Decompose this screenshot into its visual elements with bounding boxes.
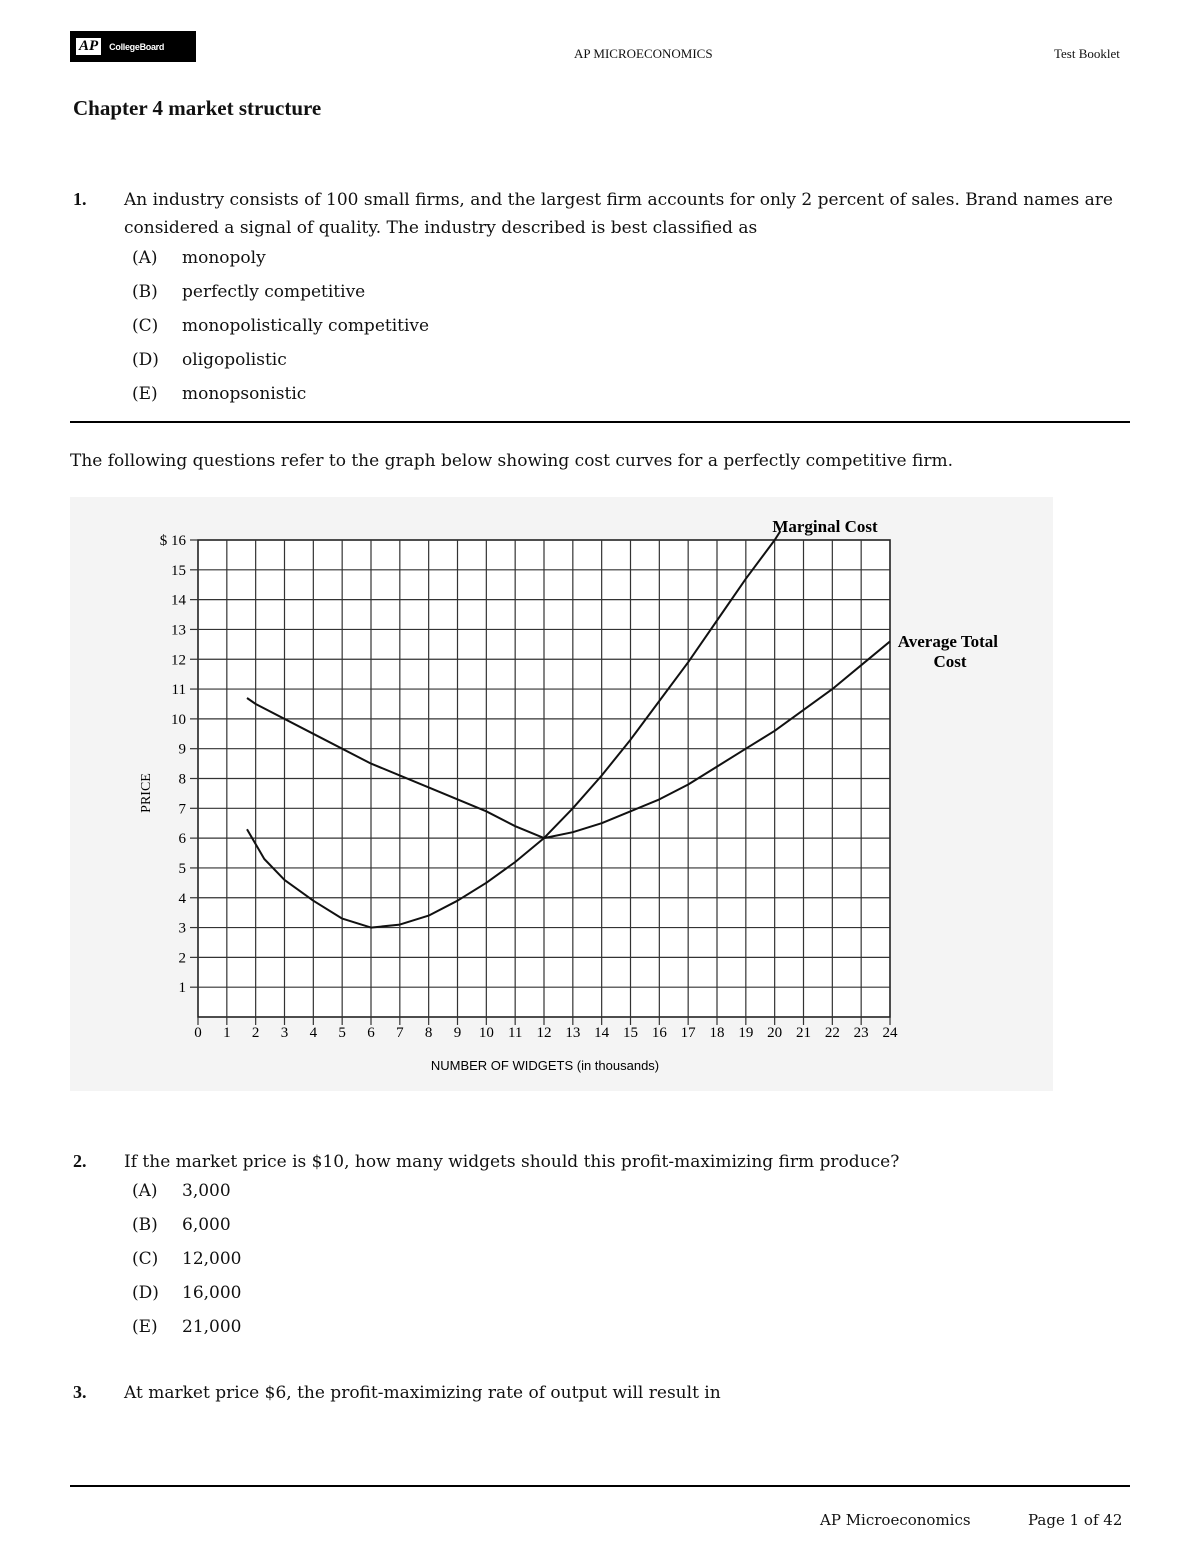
footer-subject: AP Microeconomics	[820, 1511, 971, 1529]
question-3-number: 3.	[73, 1382, 87, 1402]
x-tick-label: 2	[251, 1025, 260, 1041]
question-1-option-c[interactable]: (C) monopolistically competitive	[132, 316, 430, 336]
question-3-text: At market price $6, the profit-maximizing rate of output will result in	[124, 1383, 721, 1403]
question-1-text	[124, 186, 1124, 242]
ap-logo-mark: AP	[76, 38, 101, 55]
question-2-option-c[interactable]: (C) 12,000	[132, 1249, 242, 1269]
x-tick-label: 8	[424, 1025, 433, 1041]
header-subject: AP MICROECONOMICS	[574, 46, 713, 61]
x-tick-label: 13	[565, 1025, 581, 1041]
question-2-option-b[interactable]: (B) 6,000	[132, 1215, 231, 1235]
graph-intro-text: The following questions refer to the graph below showing cost curves for a perfectly competitive firm.	[70, 451, 954, 471]
x-tick-label: 1	[223, 1025, 231, 1041]
y-tick-label: 9	[178, 741, 186, 758]
x-tick-label: 6	[367, 1025, 375, 1041]
question-1-options	[132, 248, 429, 418]
x-tick-label: 16	[651, 1025, 667, 1041]
page-title: Chapter 4 market structure	[73, 96, 322, 120]
y-tick-label: 11	[171, 682, 186, 699]
series-label-marginal-cost: Marginal Cost	[772, 517, 878, 536]
y-tick-label: 4	[178, 890, 186, 907]
x-tick-label: 11	[507, 1025, 523, 1041]
x-tick-label: 20	[767, 1025, 783, 1041]
x-tick-labels	[194, 1017, 898, 1041]
y-tick-label: 3	[178, 920, 186, 937]
x-tick-label: 4	[309, 1025, 318, 1041]
chart-grid	[198, 540, 890, 1017]
cost-curves-graph	[70, 497, 1053, 1091]
x-tick-label: 21	[796, 1025, 811, 1041]
y-tick-label: 15	[171, 562, 186, 579]
collegeboard-wordmark: CollegeBoard	[109, 41, 165, 52]
question-1-option-b[interactable]: (B) perfectly competitive	[132, 282, 366, 302]
y-tick-label: 7	[178, 801, 186, 818]
y-tick-label: 8	[178, 771, 186, 788]
x-tick-label: 23	[853, 1025, 869, 1041]
x-tick-label: 15	[623, 1025, 638, 1041]
x-tick-label: 9	[453, 1025, 462, 1041]
x-tick-label: 22	[824, 1025, 840, 1041]
y-tick-label: 5	[178, 860, 186, 877]
ap-collegeboard-logo	[70, 31, 196, 62]
y-tick-label: 6	[178, 831, 186, 848]
x-tick-label: 17	[680, 1025, 696, 1041]
x-tick-label: 10	[478, 1025, 494, 1041]
question-1-line-1: An industry consists of 100 small firms, and the largest firm accounts for only 2 percent of sales. Brand names are	[124, 190, 1113, 210]
x-tick-label: 14	[594, 1025, 610, 1041]
question-2-number: 2.	[73, 1151, 87, 1171]
x-tick-label: 19	[738, 1025, 754, 1041]
y-tick-label: 10	[171, 711, 186, 728]
section-divider	[70, 421, 1130, 423]
x-tick-label: 24	[882, 1025, 898, 1041]
question-2-option-a[interactable]: (A) 3,000	[132, 1181, 231, 1201]
question-1-number: 1.	[73, 189, 87, 209]
x-tick-label: 0	[194, 1025, 202, 1041]
y-axis-label: PRICE	[139, 773, 154, 813]
question-1-line-2: considered a signal of quality. The industry described is best classified as	[124, 218, 758, 238]
y-tick-label: 13	[171, 622, 186, 639]
y-tick-label: $ 16	[159, 533, 186, 549]
x-tick-label: 3	[280, 1025, 289, 1041]
y-tick-labels	[160, 533, 198, 996]
cost-curves-chart	[70, 497, 1053, 1091]
question-2-option-d[interactable]: (D) 16,000	[132, 1283, 242, 1303]
x-tick-label: 7	[396, 1025, 404, 1041]
y-tick-label: 14	[171, 592, 186, 609]
y-tick-label: 12	[171, 652, 186, 669]
footer-page-number: Page 1 of 42	[1028, 1511, 1123, 1529]
question-2-option-e[interactable]: (E) 21,000	[132, 1317, 242, 1337]
header-booklet: Test Booklet	[1054, 46, 1120, 61]
question-1-option-e[interactable]: (E) monopsonistic	[132, 384, 307, 404]
question-2-options	[132, 1181, 241, 1351]
x-tick-label: 12	[536, 1025, 552, 1041]
y-tick-label: 2	[178, 950, 186, 967]
question-1-option-d[interactable]: (D) oligopolistic	[132, 350, 287, 370]
question-2-text: If the market price is $10, how many widgets should this profit-maximizing firm produce?	[124, 1152, 900, 1172]
x-tick-label: 18	[709, 1025, 725, 1041]
x-axis-label: NUMBER OF WIDGETS (in thousands)	[430, 1058, 660, 1073]
series-label-average-total-cost: Average Total Cost	[897, 632, 999, 671]
y-tick-label: 1	[178, 980, 186, 997]
footer-divider	[70, 1485, 1130, 1487]
x-tick-label: 5	[338, 1025, 346, 1041]
question-1-option-a[interactable]: (A) monopoly	[132, 248, 266, 268]
